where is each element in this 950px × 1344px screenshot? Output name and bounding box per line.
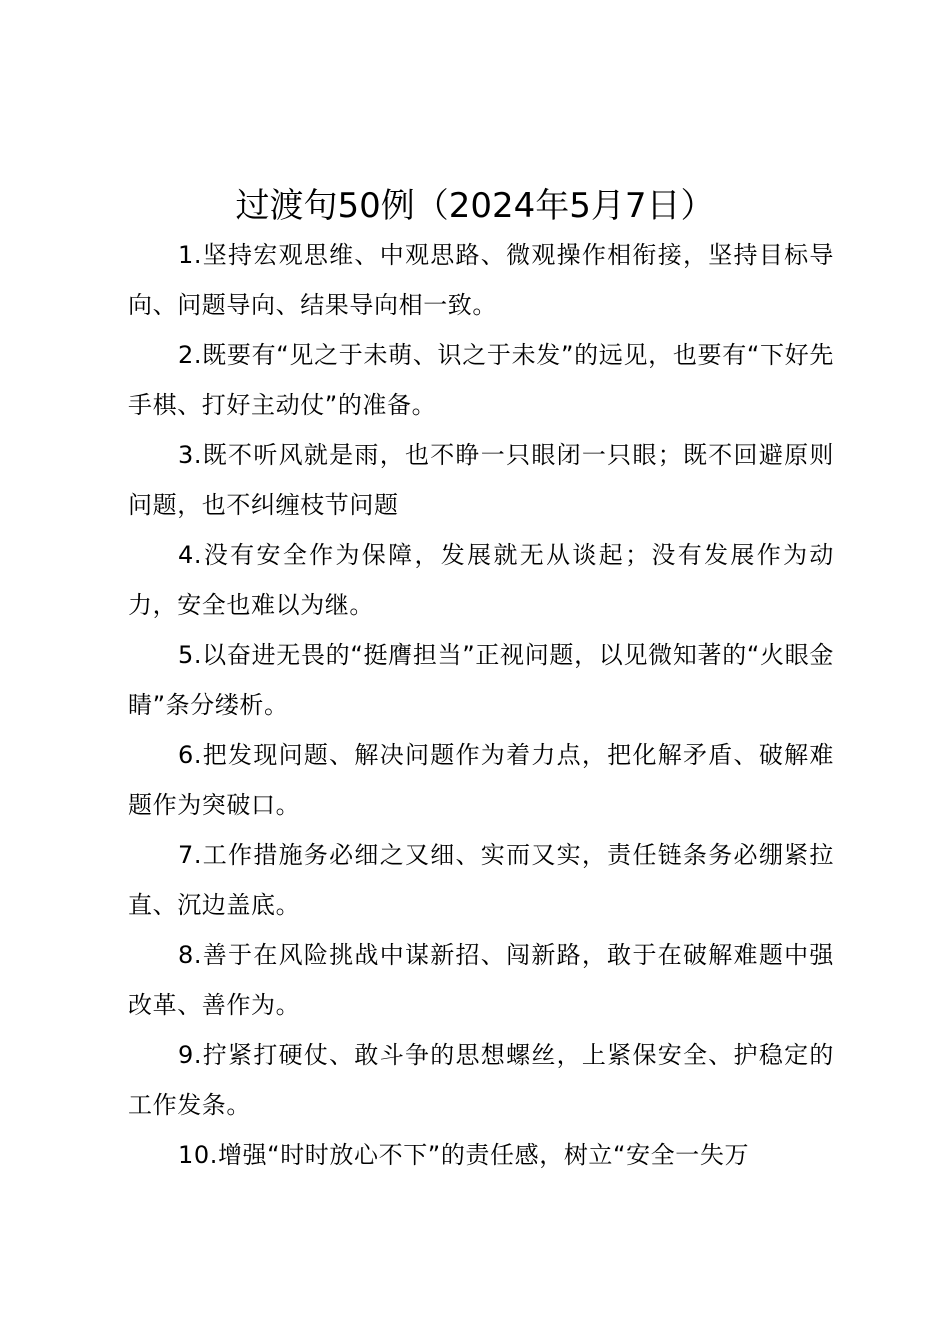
paragraph-5: 5.以奋进无畏的“挺膺担当”正视问题，以见微知著的“火眼金睛”条分缕析。 <box>128 641 834 719</box>
paragraph-9: 9.拧紧打硬仗、敢斗争的思想螺丝，上紧保安全、护稳定的工作发条。 <box>128 1041 834 1119</box>
paragraph-1: 1.坚持宏观思维、中观思路、微观操作相衔接，坚持目标导向、问题导向、结果导向相一致。 <box>128 241 834 319</box>
paragraph-3: 3.既不听风就是雨，也不睁一只眼闭一只眼；既不回避原则问题，也不纠缠枝节问题 <box>128 441 834 519</box>
document-body <box>128 230 834 1180</box>
document-title: 过渡句50例（2024年5月7日） <box>235 186 715 226</box>
paragraph-6: 6.把发现问题、解决问题作为着力点，把化解矛盾、破解难题作为突破口。 <box>128 741 834 819</box>
paragraph-7: 7.工作措施务必细之又细、实而又实，责任链条务必绷紧拉直、沉边盖底。 <box>128 841 834 919</box>
paragraph-8: 8.善于在风险挑战中谋新招、闯新路，敢于在破解难题中强改革、善作为。 <box>128 941 834 1019</box>
paragraph-2: 2.既要有“见之于未萌、识之于未发”的远见，也要有“下好先手棋、打好主动仗”的准备。 <box>128 341 834 419</box>
paragraph-10: 10.增强“时时放心不下”的责任感，树立“安全一失万 <box>178 1141 750 1169</box>
paragraph-4: 4.没有安全作为保障，发展就无从谈起；没有发展作为动力，安全也难以为继。 <box>128 541 834 619</box>
